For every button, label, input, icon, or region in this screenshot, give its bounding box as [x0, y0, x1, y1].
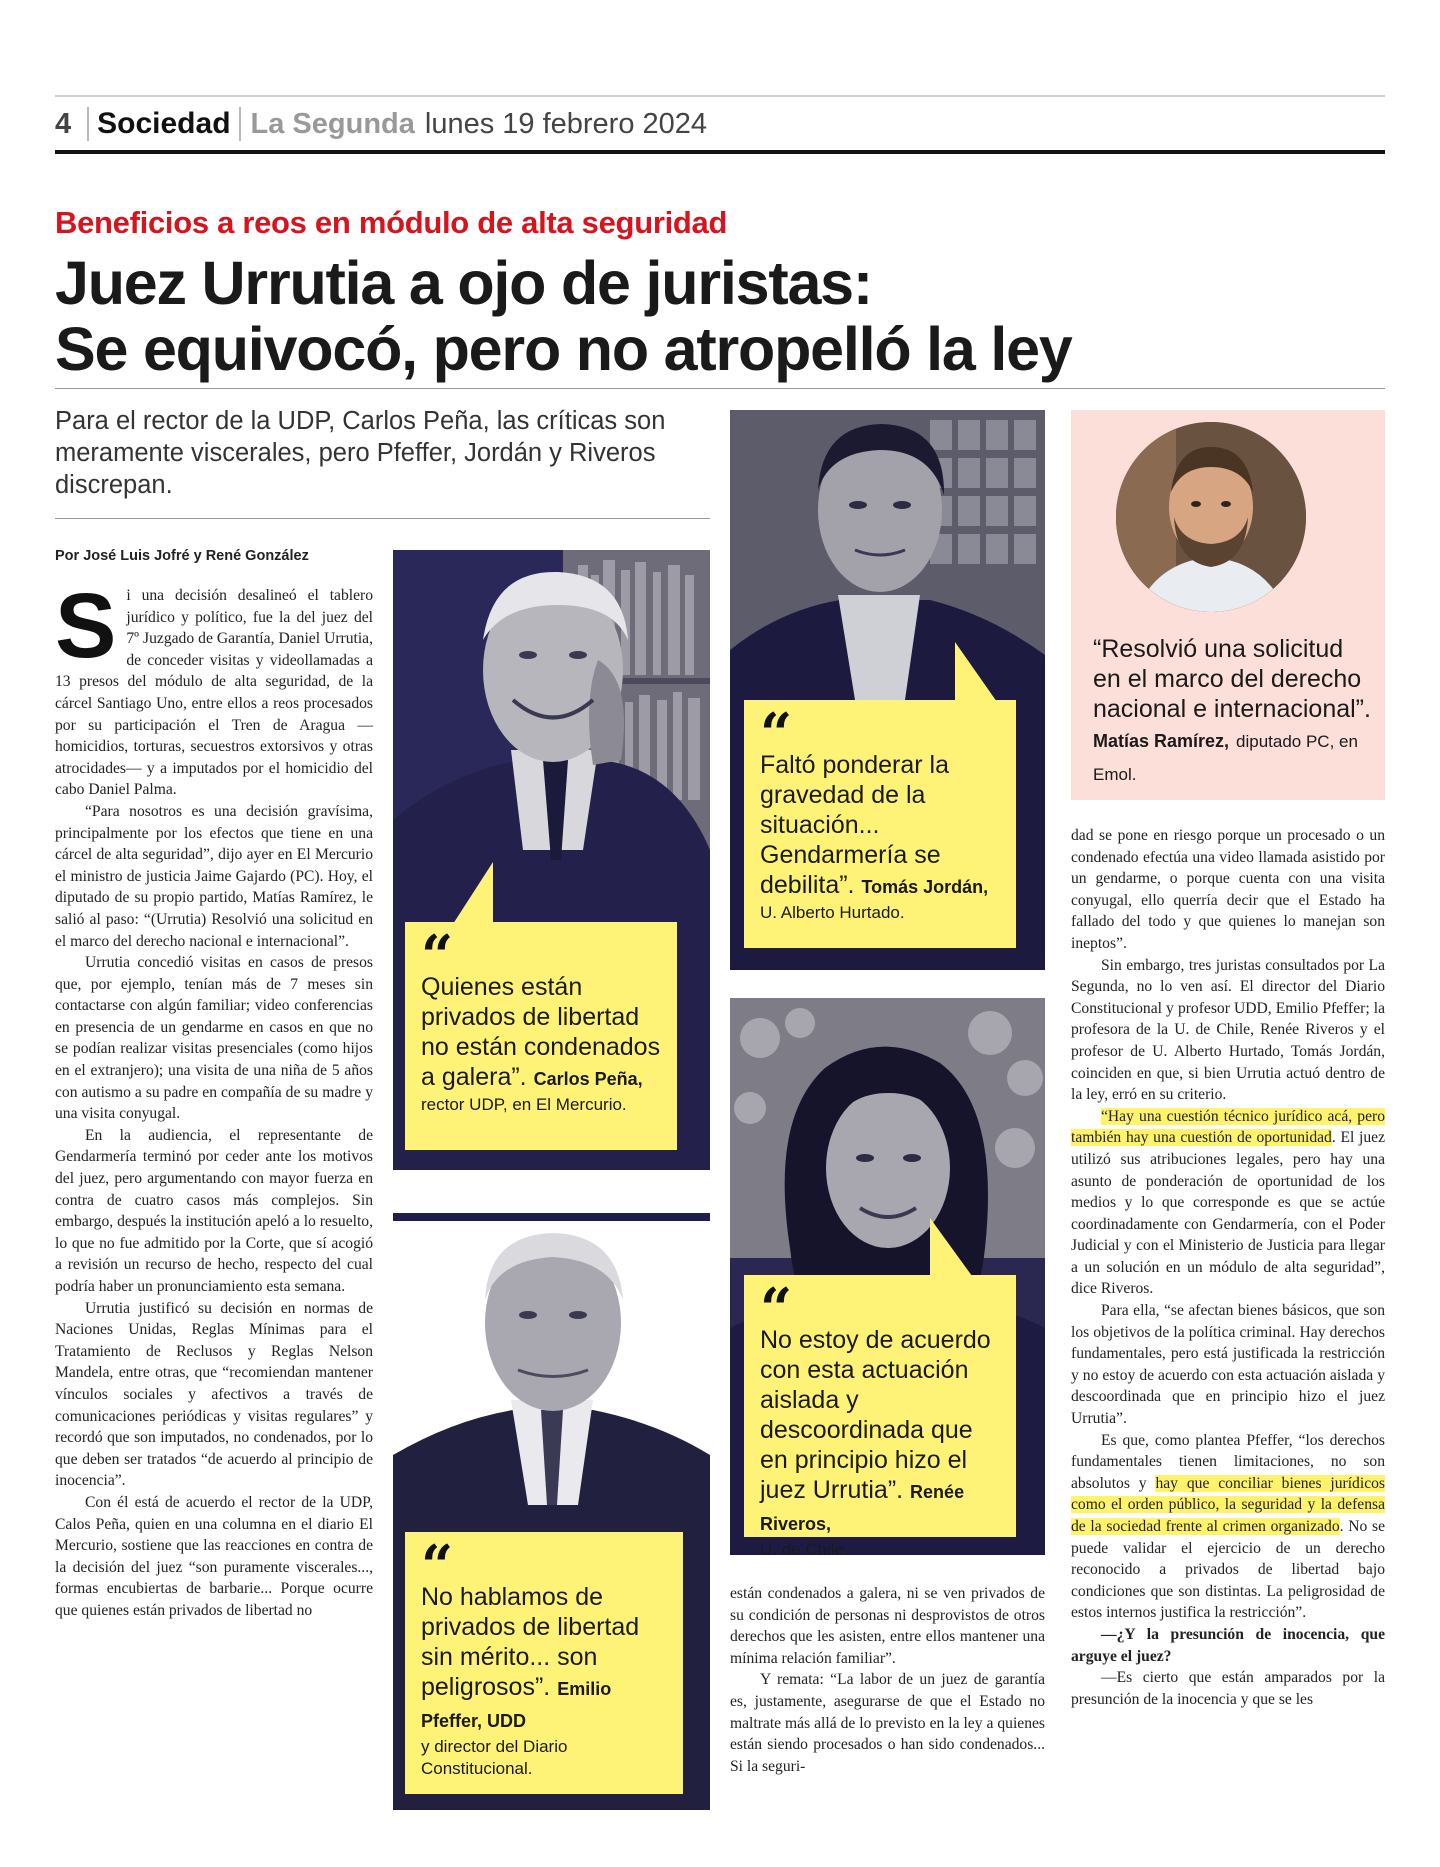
headline-rule: [55, 388, 1385, 389]
page-header: [55, 100, 707, 148]
quote-author: Matías Ramírez,: [1093, 731, 1230, 751]
quote-author-role: U. de Chile.: [760, 1540, 849, 1555]
paragraph: En la audiencia, el representante de Gendarmería terminó por ceder ante los motivos del juez, pero argumentando con mayor fuerza en contra de cuatro casos más complejos. Sin embargo, después la institución apeló a lo resuelto, lo que no fue admitido por la Corte, que sí acogió a revisión un recurso de hecho, respecto del cual podría haber un pronunciamiento esta semana.: [55, 1126, 374, 1295]
paragraph: Con él está de acuerdo el rector de la UDP, Calos Peña, quien en una columna en el diario El Mercurio, sostiene que las reacciones en contra de la decisión del juez “son puramente viscerales..., formas encubiertas de barbarie... Porque ocurre que quienes están privados de libertad no: [55, 1493, 373, 1619]
quote-author: Renée Riveros,: [760, 1482, 965, 1534]
paragraph: “Para nosotros es una decisión gravísima, principalmente por los efectos que tiene en una cárcel de alta seguridad”, dijo ayer en El Mercurio el ministro de justicia Jaime Gajardo (PC). Hoy, el diputado de su propio partido, Matías Ramírez, le salió al paso: “(Urrutia) Resolvió una solicitud en el marco del derecho nacional e internacional”.: [55, 802, 373, 950]
quote-author: Emilio Pfeffer, UDD: [421, 1679, 612, 1731]
paragraph: “Hay una cuestión técnico jurídico acá, pero también hay una cuestión de oportunidad. El juez utilizó sus atribuciones legales, pero hay una asunto de ponderación de oportunidad de los medios y lo que corresponde es que se actúe coordinadamente con Gendarmería, con el Poder Judicial y con el Ministerio de Justicia para llegar a un solución en un módulo de alta seguridad”, dice Riveros.: [1071, 1107, 1386, 1298]
speech-bubble-tail: [955, 642, 997, 702]
quote-box-pfeffer: [405, 1532, 683, 1794]
section-name: Sociedad: [97, 107, 231, 140]
quote-text: “Resolvió una solicitud en el marco del derecho nacional e internacional”.: [1093, 635, 1371, 723]
photo-card-jordan: [730, 410, 1045, 970]
speech-bubble-tail: [453, 862, 493, 924]
drop-cap: S: [55, 575, 117, 677]
publication-name: La Segunda: [250, 107, 415, 140]
quote-author: Tomás Jordán,: [861, 877, 989, 897]
photo-matias-ramirez: [1116, 422, 1306, 612]
quote-box-pena: [405, 922, 677, 1150]
quote-text: Faltó ponderar la gravedad de la situación... Gendarmería se debilita”.: [760, 751, 950, 899]
quote-mark-icon: “: [421, 1533, 454, 1599]
paragraph: están condenados a galera, ni se ven privados de su condición de personas ni desprovistos de otros derechos que les asisten, entre ellos mantener una mínima relación familiar”.: [730, 1585, 1045, 1667]
quote-text: Quienes están privados de libertad no están condenados a galera”.: [421, 973, 661, 1091]
header-top-rule: [55, 95, 1385, 97]
photo-card-riveros: [730, 998, 1045, 1555]
deck-rule: [55, 518, 710, 519]
body-column-3: [730, 1583, 1045, 1777]
highlighted-text: “Hay una cuestión técnico jurídico acá, pero también hay una cuestión de oportunidad: [1071, 1107, 1385, 1147]
quote-mark-icon: “: [760, 1276, 793, 1342]
photo-card-pfeffer: [393, 1205, 710, 1810]
quote-author-role: rector UDP, en El Mercurio.: [421, 1095, 627, 1114]
quote-mark-icon: “: [421, 923, 454, 989]
paragraph: Y remata: “La labor de un juez de garantía es, justamente, asegurarse de que el Estado no maltrate más allá de lo previsto en la ley a quienes están siendo procesados o han sido condenados... Si la seguri-: [730, 1671, 1045, 1775]
page-number: 4: [55, 107, 72, 140]
photo-card-ramirez: [1071, 410, 1385, 800]
header-divider: [239, 107, 241, 141]
interview-question: —¿Y la presunción de inocencia, que arguye el juez?: [1071, 1625, 1385, 1665]
quote-author-role: U. Alberto Hurtado.: [760, 903, 905, 922]
header-divider: [87, 107, 89, 141]
paragraph: dad se pone en riesgo porque un procesado o un condenado efectúa una video llamada asistido por un gendarme, o porque cuenta con una visita conyugal, ello querría decir que el Estado ha fallado del todo y que quienes lo manejan son ineptos”.: [1071, 827, 1385, 952]
body-column-4: [1071, 825, 1385, 1710]
quote-text: No estoy de acuerdo con esta actuación aislada y descoordinada que en principio hizo el juez Urrutia”.: [760, 1326, 991, 1504]
paragraph: Para ella, “se afectan bienes básicos, que son los objetivos de la política criminal. Hay derechos fundamentales, pero está justificada la restricción y no estoy de acuerdo con esta actuación aislada y descoordinada que en principio hizo el juez Urrutia”.: [1071, 1302, 1385, 1428]
publication-date: lunes 19 febrero 2024: [424, 107, 708, 140]
paragraph: —Es cierto que están amparados por la presunción de la inocencia y que se les: [1071, 1669, 1385, 1708]
body-column-1: [55, 575, 374, 1622]
paragraph: Urrutia justificó su decisión en normas de Naciones Unidas, Reglas Mínimas para el Tratamiento de Reclusos y Reglas Nelson Mandela, entre otras, que “recomiendan mantener vínculos sociales y afectivos a través de comunicaciones periódicas y visitas regulares” y recordó que son imputados, no condenados, por lo que deben ser tratados “de acuerdo al principio de inocencia”.: [55, 1299, 373, 1490]
headline-line-2: Se equivocó, pero no atropelló la ley: [55, 315, 1072, 383]
article-byline: Por José Luis Jofré y René González: [55, 548, 309, 564]
header-bottom-rule: [55, 150, 1385, 154]
article-kicker: Beneficios a reos en módulo de alta seguridad: [55, 205, 728, 240]
quote-author: Carlos Peña,: [533, 1069, 643, 1089]
paragraph: Urrutia concedió visitas en casos de presos que, por ejemplo, tenían más de 7 meses sin contactarse con algún familiar; video conferencias en presencia de un gendarme en casos en que no se podían realizar visitas presenciales (como hijos en el extranjero); una visita de una niña de 5 años con autismo a su padre en compañía de su madre y una visita conyugal.: [55, 954, 373, 1123]
article-headline: [55, 250, 1355, 382]
headline-line-1: Juez Urrutia a ojo de juristas:: [55, 249, 873, 317]
photo-card-pena: [393, 550, 710, 1170]
quote-author-role: diputado PC, en Emol.: [1093, 732, 1358, 784]
article-deck: Para el rector de la UDP, Carlos Peña, las críticas son meramente viscerales, pero Pfeffer, Jordán y Riveros discrepan.: [55, 407, 666, 499]
portrait-illustration: [1116, 422, 1306, 612]
paragraph: Si una decisión desalineó el tablero jurídico y político, fue la del juez del 7º Juzgado de Garantía, Daniel Urrutia, de conceder visitas y videollamadas a 13 presos del módulo de alta seguridad, de la cárcel Santiago Uno, entre ellos a reos procesados por su participación el Tren de Aragua —homicidios, torturas, secuestros extorsivos y otras atrocidades— y a imputados por el homicidio del cabo Daniel Palma.: [55, 575, 373, 799]
quote-box-jordan: [744, 700, 1016, 948]
paragraph: Es que, como plantea Pfeffer, “los derechos fundamentales tienen limitaciones, no son absolutos y hay que conciliar bienes jurídicos como el orden público, la seguridad y la defensa de la sociedad frente al crimen organizado. No se puede validar el ejercicio de un derecho reconocido a privados de libertad bajo condiciones que son distintas. La peligrosidad de estos internos justifica la restricción”.: [1071, 1431, 1385, 1622]
quote-author-role: y director del Diario Constitucional.: [421, 1737, 568, 1778]
quote-text: No hablamos de privados de libertad sin mérito... son peligrosos”.: [421, 1583, 640, 1701]
paragraph: Sin embargo, tres juristas consultados por La Segunda, no lo ven así. El director del Diario Constitucional y profesor UDD, Emilio Pfeffer; la profesora de la U. de Chile, Renée Riveros y el profesor de U. Alberto Hurtado, Tomás Jordán, coinciden en que, si bien Urrutia actuó dentro de la ley, erró en su criterio.: [1071, 956, 1385, 1104]
quote-ramirez: [1093, 634, 1373, 790]
quote-box-riveros: [744, 1275, 1016, 1555]
speech-bubble-tail: [930, 1218, 972, 1276]
quote-mark-icon: “: [760, 701, 793, 767]
highlighted-text: hay que conciliar bienes jurídicos como el orden público, la seguridad y la defensa de la sociedad frente al crimen organizado: [1071, 1474, 1385, 1535]
